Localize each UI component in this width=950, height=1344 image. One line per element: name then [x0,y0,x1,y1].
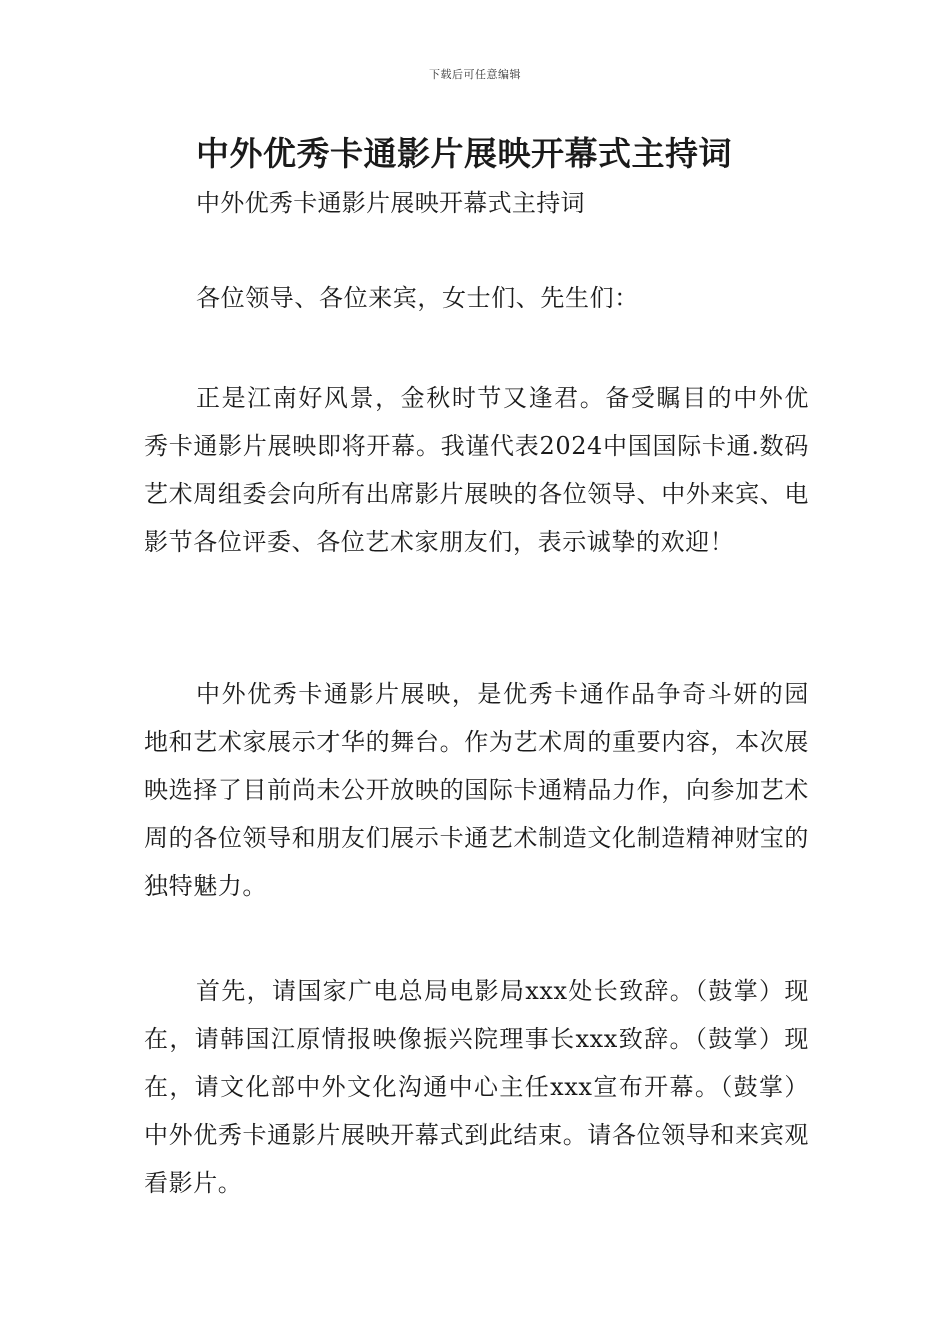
body-paragraph-2: 中外优秀卡通影片展映，是优秀卡通作品争奇斗妍的园地和艺术家展示才华的舞台。作为艺术周的重要内容，本次展映选择了目前尚未公开放映的国际卡通精品力作，向参加艺术周的各位领导和朋友们展示卡通艺术制造文化制造精神财宝的独特魅力。 [144,680,809,900]
header-note: 下载后可任意编辑 [429,68,521,81]
body-paragraph-3: 首先，请国家广电总局电影局xxx处长致辞。（鼓掌）现在，请韩国江原情报映像振兴院理事长xxx致辞。（鼓掌）现在，请文化部中外文化沟通中心主任xxx宣布开幕。（鼓掌）中外优秀卡通影片展映开幕式到此结束。请各位领导和来宾观看影片。 [144,977,809,1197]
body-paragraph-1: 正是江南好风景，金秋时节又逢君。备受瞩目的中外优秀卡通影片展映即将开幕。我谨代表2024中国国际卡通.数码艺术周组委会向所有出席影片展映的各位领导、中外来宾、电影节各位评委、各位艺术家朋友们，表示诚挚的欢迎！ [144,384,809,556]
greeting-paragraph: 各位领导、各位来宾，女士们、先生们： [196,284,639,312]
document-subtitle: 中外优秀卡通影片展映开幕式主持词 [196,189,585,217]
document-title: 中外优秀卡通影片展映开幕式主持词 [196,134,732,173]
